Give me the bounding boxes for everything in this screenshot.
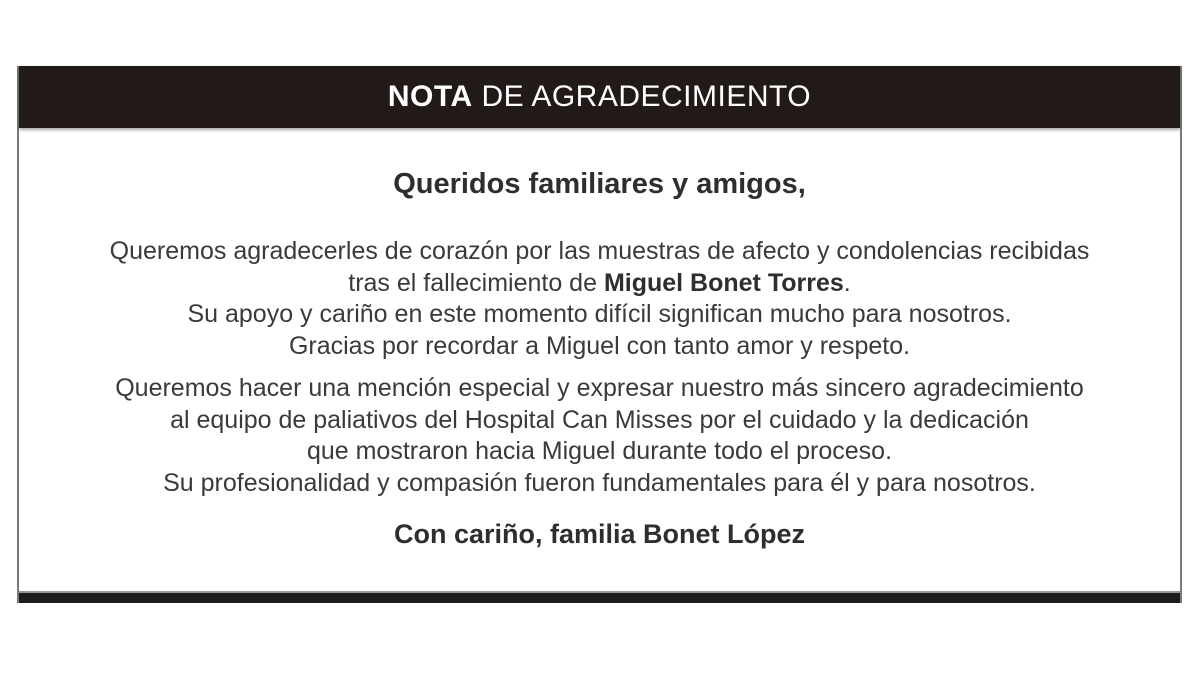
mention-line-3: que mostraron hacia Miguel durante todo el proceso. (306, 437, 893, 465)
mention-line-2: al equipo de paliativos del Hospital Can Misses por el cuidado y la dedicación (170, 405, 1029, 434)
thanks-line-2-post: . (843, 268, 851, 297)
thanks-line-2-pre: tras el fallecimiento de (348, 268, 604, 297)
greeting-line: Queridos familiares y amigos, (393, 168, 806, 200)
closing-line: Con cariño, familia Bonet López (393, 519, 806, 549)
card-footer-bar (19, 591, 1180, 603)
paragraph-special-mention (19, 373, 1180, 499)
deceased-name: Miguel Bonet Torres (603, 268, 844, 297)
header-title-rest: DE AGRADECIMIENTO (472, 80, 812, 113)
thanks-line-1: Queremos agradecerles de corazón por las muestras de afecto y condolencias recibidas (109, 237, 1090, 265)
mention-line-1: Queremos hacer una mención especial y expresar nuestro más sincero agradecimiento (115, 374, 1084, 402)
acknowledgement-card (17, 66, 1182, 603)
header-title-bold: NOTA (387, 80, 473, 113)
thanks-line-4: Gracias por recordar a Miguel con tanto amor y respeto. (288, 331, 911, 360)
paragraph-thanks (19, 236, 1180, 362)
mention-line-4: Su profesionalidad y compasión fueron fundamentales para él y para nosotros. (163, 468, 1036, 497)
thanks-line-3: Su apoyo y cariño en este momento difícil significan mucho para nosotros. (187, 300, 1012, 328)
card-body (19, 128, 1180, 550)
card-header-bar (19, 66, 1180, 128)
